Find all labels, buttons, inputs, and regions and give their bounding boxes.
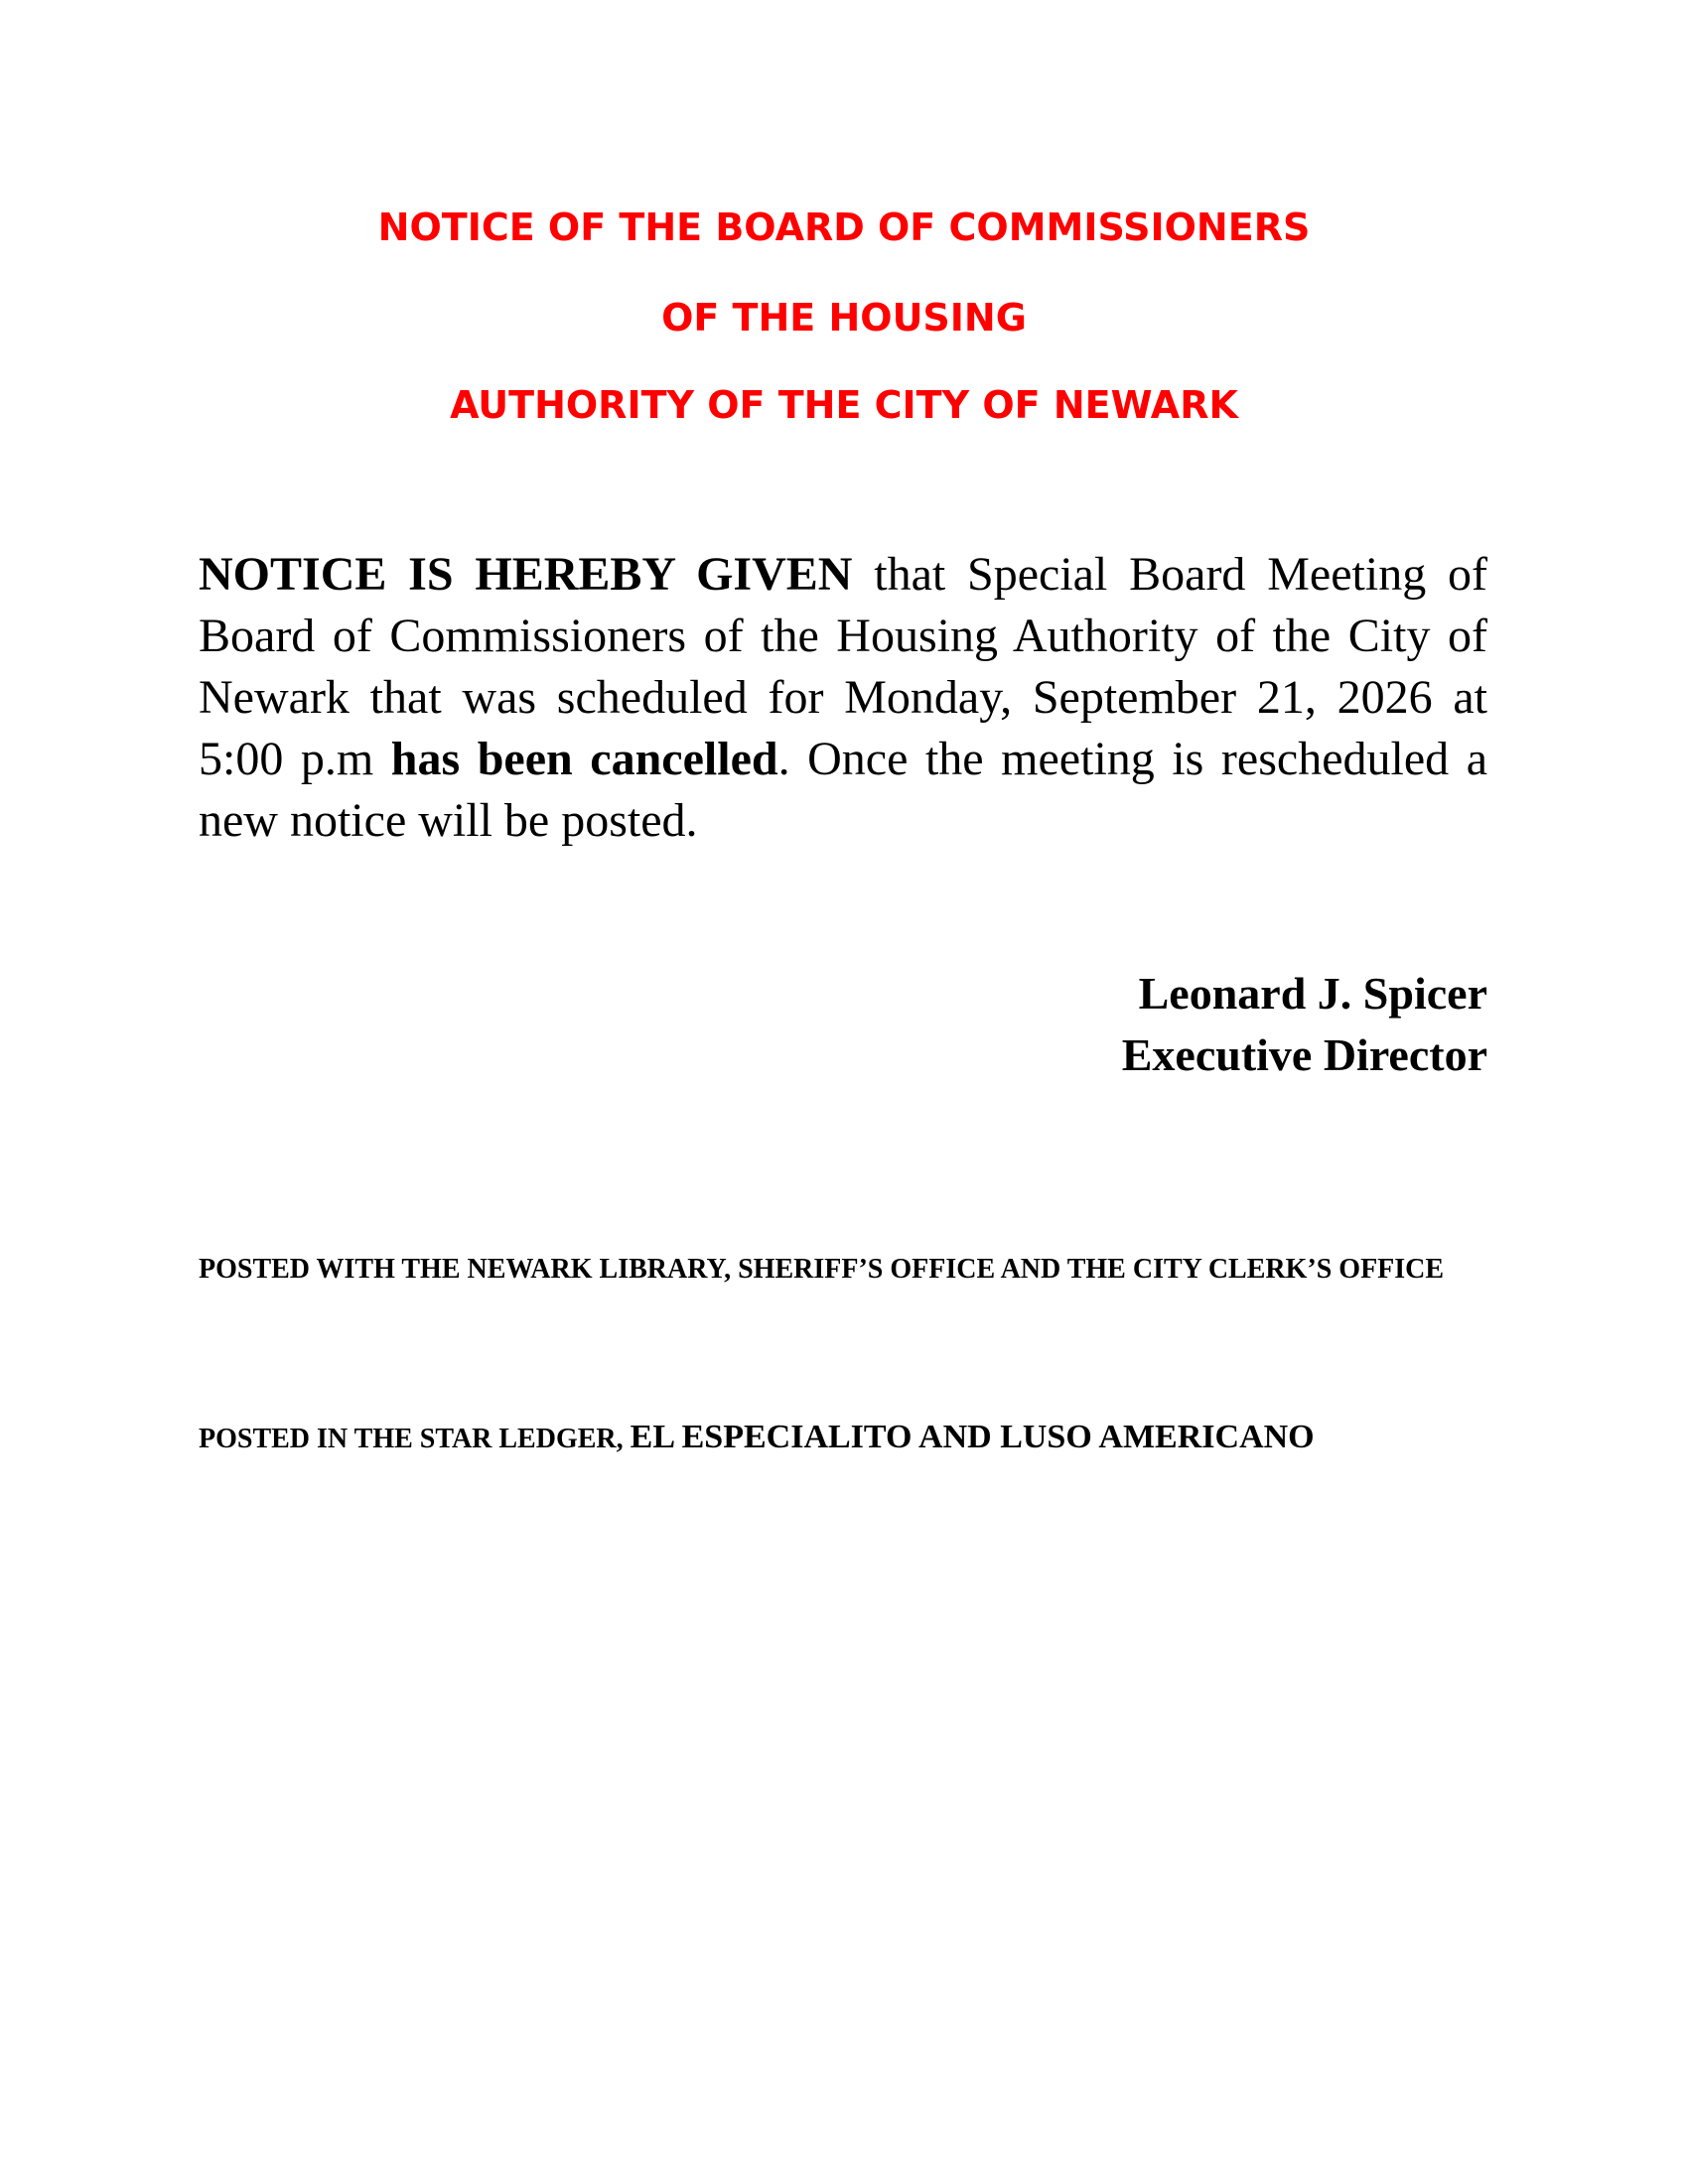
posted-newspapers [199, 1417, 1450, 1460]
signatory-title: Executive Director [1121, 1029, 1487, 1080]
heading-line-1: NOTICE OF THE BOARD OF COMMISSIONERS [377, 205, 1311, 249]
posted-newspapers-names: EL ESPECIALITO AND LUSO AMERICANO [630, 1419, 1315, 1455]
posted-locations: POSTED WITH THE NEWARK LIBRARY, SHERIFF’S OFFICE AND THE CITY CLERK’S OFFICE [199, 1254, 1445, 1285]
heading-line-2: OF THE HOUSING [661, 296, 1027, 340]
notice-body [199, 544, 1487, 852]
notice-lead: NOTICE IS HEREBY GIVEN [199, 548, 853, 601]
posted-newspapers-prefix: POSTED IN THE STAR LEDGER, [199, 1424, 631, 1454]
signatory-name: Leonard J. Spicer [1138, 968, 1487, 1019]
signature-block [894, 963, 1487, 1086]
heading-line-3: AUTHORITY OF THE CITY OF NEWARK [450, 383, 1238, 427]
notice-text-part-2: . Once the meeting is rescheduled a new notice will be posted. [199, 733, 1488, 847]
notice-text-part-1: that Special Board Meeting of Board of Commissioners of the Housing Authority of the City of Newark that was scheduled for Monday, September 21, 2026 at 5:00 p.m [199, 548, 1487, 785]
notice-cancelled-emphasis: has been cancelled [390, 733, 778, 785]
